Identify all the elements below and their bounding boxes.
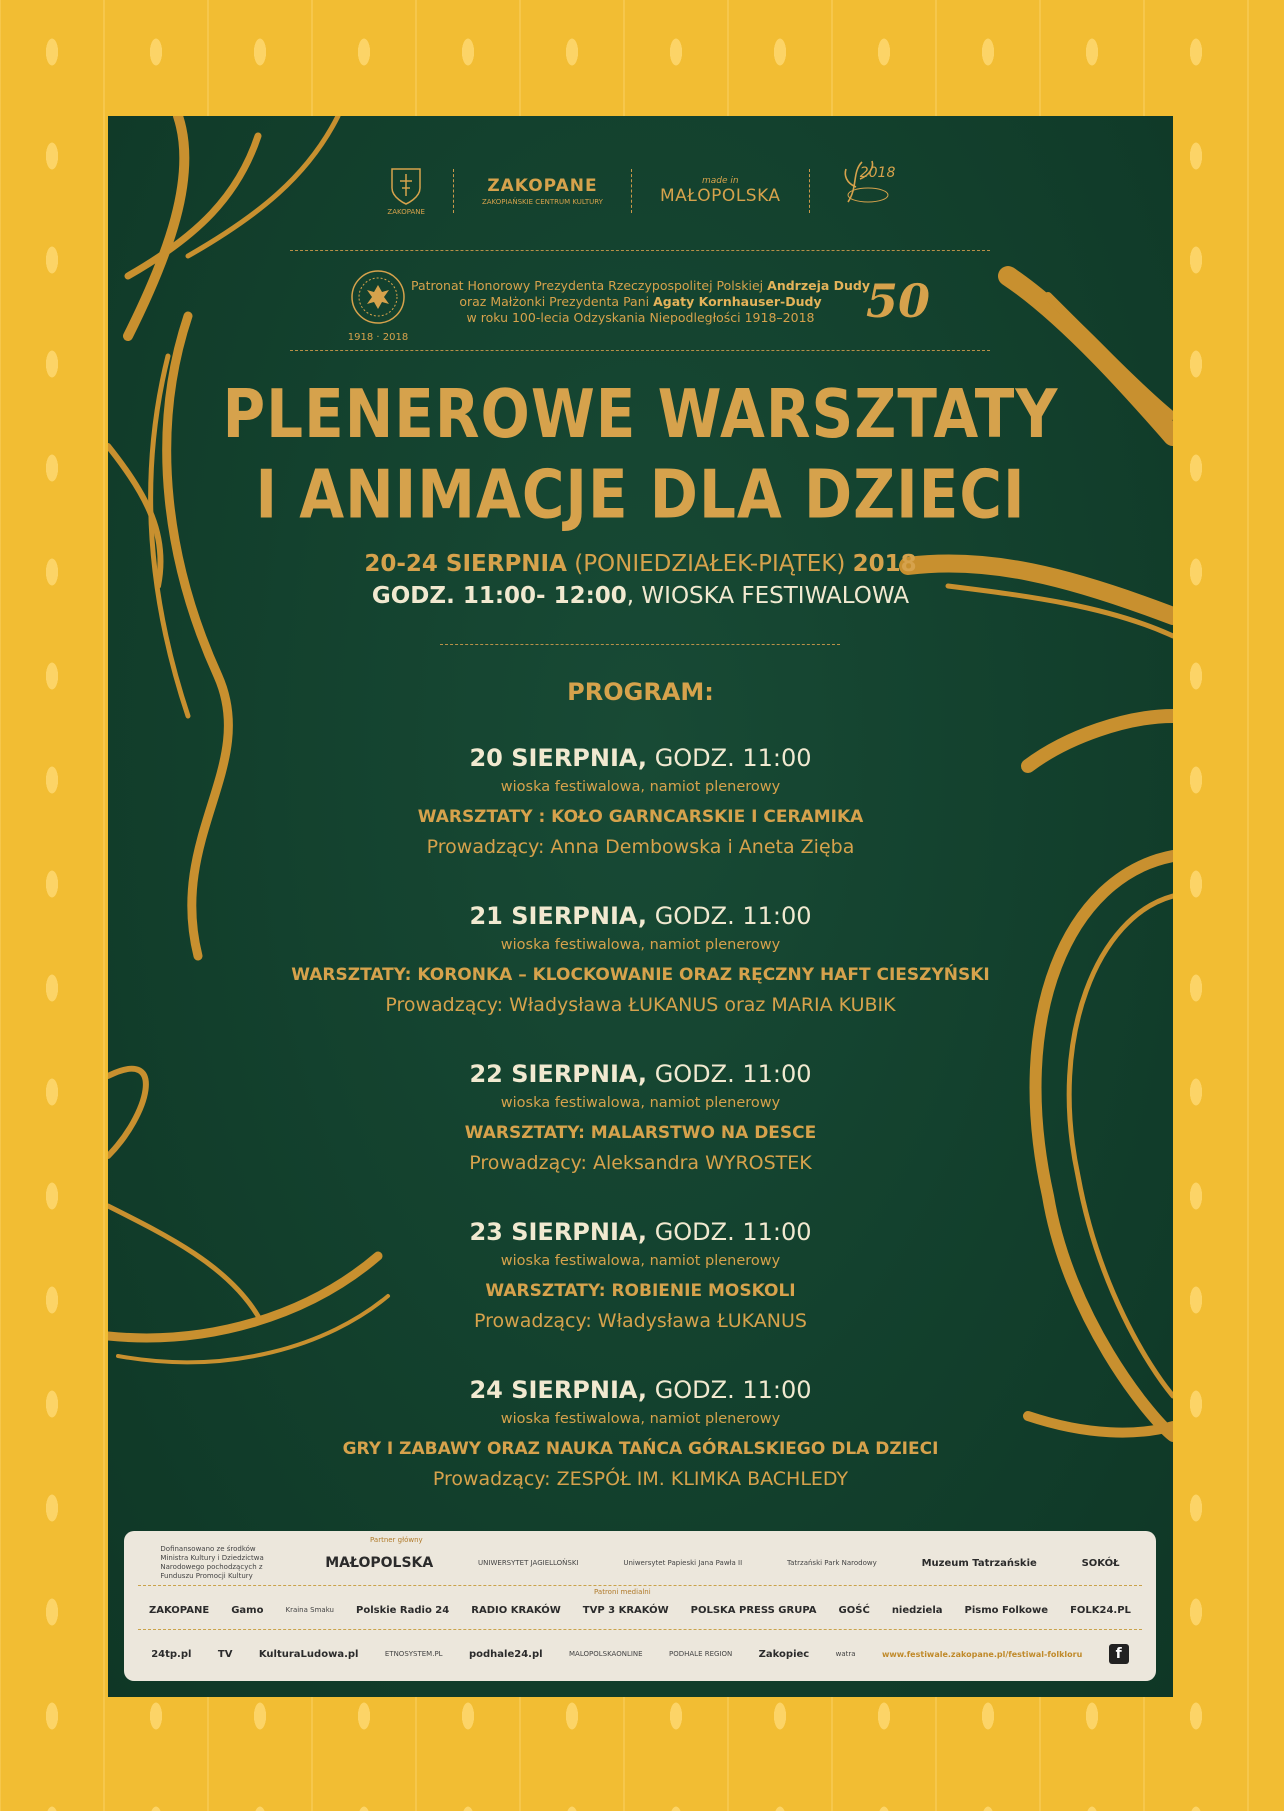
zakopane-center-logo	[482, 176, 603, 206]
patronage-line1: Patronat Honorowy Prezydenta Rzeczypospolitej Polskiej	[410, 278, 764, 293]
poster	[108, 116, 1173, 1697]
poster-title	[108, 374, 1173, 535]
sponsor-logo: Kraina Smaku	[285, 1606, 334, 1614]
divider	[440, 644, 840, 645]
patronage-first-lady: Agaty Kornhauser-Dudy	[653, 294, 822, 309]
date-days: (PONIEDZIAŁEK-PIĄTEK)	[574, 551, 846, 577]
day-time: GODZ. 11:00	[654, 1376, 812, 1404]
day-title: WARSZTATY: KORONKA – KLOCKOWANIE ORAZ RĘCZNY HAFT CIESZYŃSKI	[291, 965, 990, 985]
sponsors-divider	[138, 1585, 1142, 1586]
sponsor-logo: MALOPOLSKAONLINE	[569, 1650, 643, 1658]
day-time: GODZ. 11:00	[654, 1060, 812, 1088]
logo-separator	[631, 169, 632, 213]
date-year: 2018	[852, 551, 917, 577]
sponsor-logo: TVP 3 KRAKÓW	[582, 1604, 669, 1616]
sponsor-logo: POLSKA PRESS GRUPA	[690, 1604, 817, 1616]
title-line2: I ANIMACJE DLA DZIECI	[255, 455, 1026, 534]
day-lead: Prowadzący: Władysława ŁUKANUS	[474, 1310, 807, 1332]
day-date: 24 SIERPNIA,	[469, 1376, 648, 1404]
sponsor-logo: GOŚĆ	[838, 1604, 870, 1616]
sponsor-logo: 24tp.pl	[151, 1648, 192, 1660]
logo-separator	[453, 169, 454, 213]
zakopane-coat-label: ZAKOPANE	[387, 208, 425, 216]
day-place: wioska festiwalowa, namiot plenerowy	[500, 1253, 781, 1269]
sponsors-row-1	[124, 1545, 1156, 1581]
day-date: 21 SIERPNIA,	[469, 902, 648, 930]
top-logos	[108, 156, 1173, 226]
sponsor-logo: MAŁOPOLSKA	[325, 1555, 434, 1571]
sponsor-logo: Uniwersytet Papieski Jana Pawła II	[623, 1559, 743, 1567]
day-lead: Prowadzący: Aleksandra WYROSTEK	[469, 1152, 812, 1174]
malopolska-logo	[660, 176, 781, 206]
day-title: WARSZTATY : KOŁO GARNCARSKIE I CERAMIKA	[417, 807, 864, 827]
sponsors-row-3	[124, 1635, 1156, 1673]
date-range: 20-24 SIERPNIA	[364, 551, 567, 577]
logo-separator	[809, 169, 810, 213]
zakopane-center-name: ZAKOPANE	[487, 176, 598, 196]
sponsors-strip	[124, 1531, 1156, 1681]
year-2018-logo	[838, 157, 894, 225]
year-logo-text: 2018	[859, 165, 896, 181]
patronage-text	[108, 278, 1173, 326]
sponsor-logo: Gamo	[231, 1604, 264, 1616]
event-place: , WIOSKA FESTIWALOWA	[626, 583, 910, 609]
day-place: wioska festiwalowa, namiot plenerowy	[500, 937, 781, 953]
day-title: WARSZTATY: MALARSTWO NA DESCE	[464, 1123, 817, 1143]
sponsor-logo: Tatrzański Park Narodowy	[787, 1559, 877, 1567]
sponsor-logo: PODHALE REGION	[669, 1650, 733, 1658]
funding-text: Dofinansowano ze środków Ministra Kultury i Dziedzictwa Narodowego pochodzących z Funduszu Promocji Kultury	[160, 1545, 264, 1580]
patronage-president: Andrzeja Dudy	[767, 278, 871, 293]
partner-label: Partner główny	[370, 1536, 423, 1544]
sponsor-logo: ZAKOPANE	[149, 1604, 210, 1616]
seal-years: 1918 · 2018	[347, 332, 409, 343]
made-in-label: made in	[701, 176, 739, 186]
zakopane-center-sub: ZAKOPIAŃSKIE CENTRUM KULTURY	[481, 198, 603, 206]
day-title: GRY I ZABAWY ORAZ NAUKA TAŃCA GÓRALSKIEGO DLA DZIECI	[342, 1439, 939, 1459]
anniversary-50: 50	[866, 274, 931, 328]
sponsor-logo: Muzeum Tatrzańskie	[921, 1557, 1037, 1569]
day-time: GODZ. 11:00	[654, 1218, 812, 1246]
sponsor-logo: watra	[835, 1650, 856, 1658]
sponsor-logo: Zakopiec	[758, 1648, 810, 1660]
day-date: 22 SIERPNIA,	[469, 1060, 648, 1088]
coat-of-arms-icon	[389, 166, 423, 206]
event-dates	[108, 548, 1173, 612]
day-title: WARSZTATY: ROBIENIE MOSKOLI	[485, 1281, 796, 1301]
sponsors-row-2	[124, 1595, 1156, 1625]
sponsor-logo: KulturaLudowa.pl	[258, 1648, 359, 1660]
facebook-icon[interactable]: f	[1109, 1644, 1129, 1664]
sponsor-logo: RADIO KRAKÓW	[471, 1604, 561, 1616]
event-time: GODZ. 11:00- 12:00	[371, 583, 627, 609]
day-lead: Prowadzący: Anna Dembowska i Aneta Zięba	[426, 836, 855, 858]
sponsor-logo: TV	[217, 1648, 233, 1660]
sponsor-logo: Polskie Radio 24	[356, 1604, 450, 1616]
day-lead: Prowadzący: ZESPÓŁ IM. KLIMKA BACHLEDY	[432, 1468, 849, 1490]
day-time: GODZ. 11:00	[654, 744, 812, 772]
festival-url-link[interactable]: www.festiwale.zakopane.pl/festiwal-folkloru	[882, 1649, 1083, 1659]
patronage-line3: w roku 100-lecia Odzyskania Niepodległości 1918–2018	[466, 310, 815, 325]
day-date: 23 SIERPNIA,	[469, 1218, 648, 1246]
program-day	[108, 1216, 1173, 1335]
day-time: GODZ. 11:00	[654, 902, 812, 930]
day-date: 20 SIERPNIA,	[469, 744, 648, 772]
sponsor-logo: ETNOSYSTEM.PL	[384, 1650, 443, 1658]
day-place: wioska festiwalowa, namiot plenerowy	[500, 1411, 781, 1427]
sponsor-logo: podhale24.pl	[469, 1648, 543, 1660]
media-label: Patroni medialni	[594, 1588, 651, 1596]
sponsor-logo: Pismo Folkowe	[964, 1604, 1049, 1616]
sponsor-logo: UNIWERSYTET JAGIELLOŃSKI	[478, 1559, 579, 1567]
malopolska-label: MAŁOPOLSKA	[659, 186, 781, 206]
program-day	[108, 1058, 1173, 1177]
patronage-line2: oraz Małżonki Prezydenta Pani	[459, 294, 650, 309]
day-place: wioska festiwalowa, namiot plenerowy	[500, 1095, 781, 1111]
title-line1: PLENEROWE WARSZTATY	[222, 374, 1059, 453]
day-lead: Prowadzący: Władysława ŁUKANUS oraz MARIA KUBIK	[385, 994, 896, 1016]
sponsor-logo: niedziela	[891, 1604, 943, 1616]
day-place: wioska festiwalowa, namiot plenerowy	[500, 779, 781, 795]
sponsors-divider	[138, 1629, 1142, 1630]
program-day	[108, 742, 1173, 861]
sponsor-logo: SOKÓŁ	[1081, 1557, 1120, 1569]
program-day	[108, 1374, 1173, 1493]
zakopane-coat-logo	[387, 166, 425, 216]
sponsor-logo: FOLK24.PL	[1070, 1604, 1131, 1616]
program-heading: PROGRAM:	[567, 678, 714, 706]
divider	[290, 350, 990, 351]
divider	[290, 250, 990, 251]
program-day	[108, 900, 1173, 1019]
